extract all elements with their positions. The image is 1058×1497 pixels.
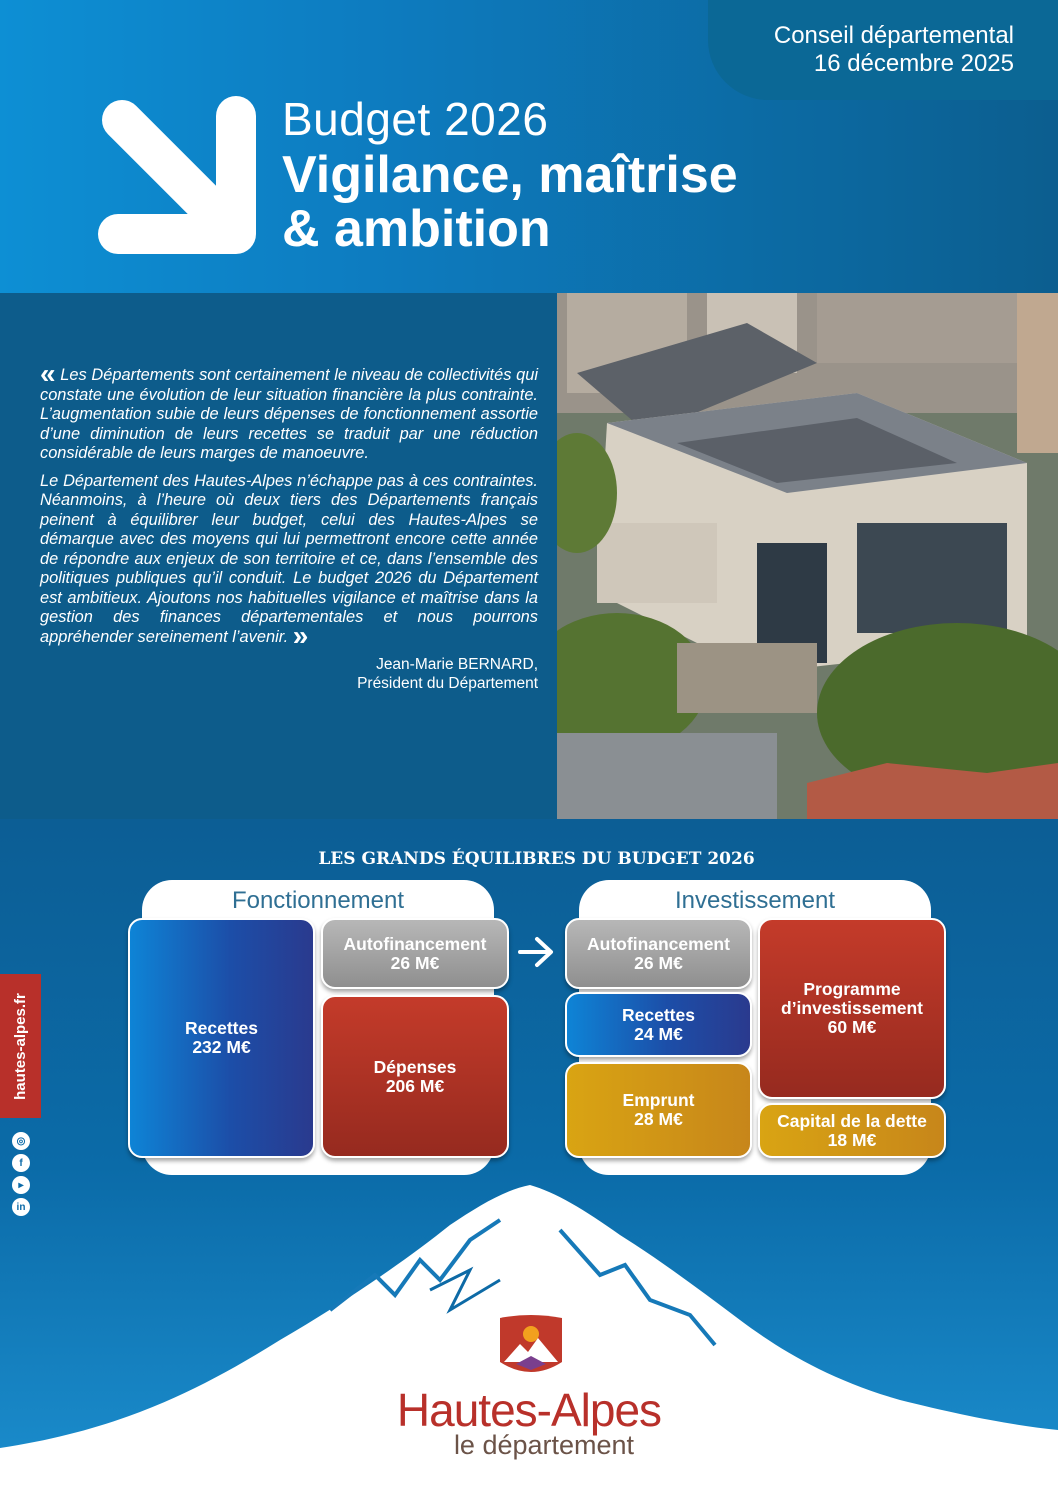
invest-programme-box bbox=[758, 918, 946, 1099]
arrow-down-right-icon bbox=[98, 96, 266, 258]
meeting-tab bbox=[708, 0, 1058, 100]
quote-paragraph-1 bbox=[40, 358, 539, 464]
close-quote-mark: » bbox=[292, 619, 309, 651]
website-link[interactable]: hautes-alpes.fr bbox=[12, 992, 30, 1100]
youtube-icon[interactable]: ▸ bbox=[12, 1176, 30, 1194]
fonctionnement-heading: Fonctionnement bbox=[231, 887, 405, 914]
fonct-recettes-label: Recettes bbox=[185, 1018, 258, 1038]
meeting-info bbox=[774, 22, 1014, 78]
invest-recettes-label: Recettes bbox=[622, 1004, 695, 1025]
quote-author-role: Président du Département bbox=[357, 675, 538, 692]
linkedin-icon[interactable]: in bbox=[12, 1198, 30, 1216]
invest-autofinancement-value: 26 M€ bbox=[634, 952, 683, 973]
fonct-autofinancement-box bbox=[321, 918, 509, 989]
invest-autofinancement-label: Autofinancement bbox=[587, 933, 730, 954]
fonct-depenses-label: Dépenses bbox=[373, 1056, 457, 1077]
invest-dette-label: Capital de la dette bbox=[777, 1110, 927, 1131]
quote-paragraph-2-text: Le Département des Hautes-Alpes n’échappe pas à ces contraintes. Néanmoins, à l’heure où deux tiers des Départements français peinent à équilibrer leur budget, celui des Hautes-Alpes se démarque avec des moyens qui lui permettront encore cette année de répondre aux enjeux de son territoire et ce, dans l’ensemble des politiques publiques qu’il conduit. Le budget 2026 du Département est ambitieux. Ajoutons nos habituelles vigilance et maîtrise dans la gestion des finances départementales et nous pourrons appréhender sereinement l’avenir. bbox=[40, 471, 538, 646]
quote-paragraph-1-text: Les Départements sont certainement le niveau de collectivités qui constate une évolution de leur situation financière la plus contrainte. L’augmentation subie de leurs dépenses de fonctionnement assortie d’une diminution de leurs recettes se traduit par une réduction considérable de leurs marges de manoeuvre. bbox=[40, 366, 539, 462]
quote-paragraph-2 bbox=[40, 471, 538, 651]
budget-equilibrium-title: LES GRANDS ÉQUILIBRES DU BUDGET 2026 bbox=[318, 849, 755, 869]
fonct-autofinancement-value: 26 M€ bbox=[390, 952, 440, 973]
meeting-title: Conseil départemental bbox=[773, 22, 1014, 49]
flow-arrow-icon bbox=[517, 935, 557, 969]
investissement-heading: Investissement bbox=[674, 887, 836, 914]
hautes-alpes-logo-icon bbox=[496, 1312, 566, 1380]
budget-label: Budget 2026 bbox=[282, 93, 549, 145]
fonct-recettes-value: 232 M€ bbox=[192, 1037, 251, 1057]
fonct-autofinancement-label: Autofinancement bbox=[343, 933, 487, 954]
quote-author: Jean-Marie BERNARD, bbox=[376, 656, 538, 673]
headline-line-2: & ambition bbox=[282, 200, 551, 258]
invest-dette-box bbox=[758, 1103, 946, 1158]
fonct-depenses-box bbox=[321, 995, 509, 1158]
invest-programme-value: 60 M€ bbox=[827, 1017, 877, 1037]
brand-subtitle: le département bbox=[453, 1430, 635, 1460]
invest-programme-label-1: Programme bbox=[803, 979, 901, 999]
invest-emprunt-label: Emprunt bbox=[622, 1090, 695, 1110]
open-quote-mark: « bbox=[40, 358, 56, 389]
fonct-depenses-value: 206 M€ bbox=[385, 1075, 445, 1096]
website-tag[interactable] bbox=[0, 974, 41, 1118]
department-building-photo bbox=[557, 293, 1058, 819]
invest-autofinancement-box bbox=[565, 918, 752, 989]
invest-recettes-value: 24 M€ bbox=[634, 1023, 683, 1044]
headline-line-1: Vigilance, maîtrise bbox=[282, 146, 738, 204]
page-headline bbox=[282, 148, 738, 256]
president-quote bbox=[40, 358, 539, 693]
fonct-recettes-box bbox=[128, 918, 315, 1158]
facebook-icon[interactable]: f bbox=[12, 1154, 30, 1172]
meeting-date: 16 décembre 2025 bbox=[813, 50, 1014, 77]
invest-programme-label-2: d’investissement bbox=[781, 998, 923, 1018]
quote-signature bbox=[40, 655, 538, 693]
page-header bbox=[0, 0, 1058, 293]
invest-emprunt-value: 28 M€ bbox=[634, 1109, 683, 1129]
brand-name: Hautes-Alpes bbox=[396, 1384, 662, 1436]
invest-dette-value: 18 M€ bbox=[827, 1129, 877, 1150]
invest-emprunt-box bbox=[565, 1062, 752, 1158]
invest-recettes-box bbox=[565, 992, 752, 1057]
instagram-icon[interactable]: ◎ bbox=[12, 1132, 30, 1150]
